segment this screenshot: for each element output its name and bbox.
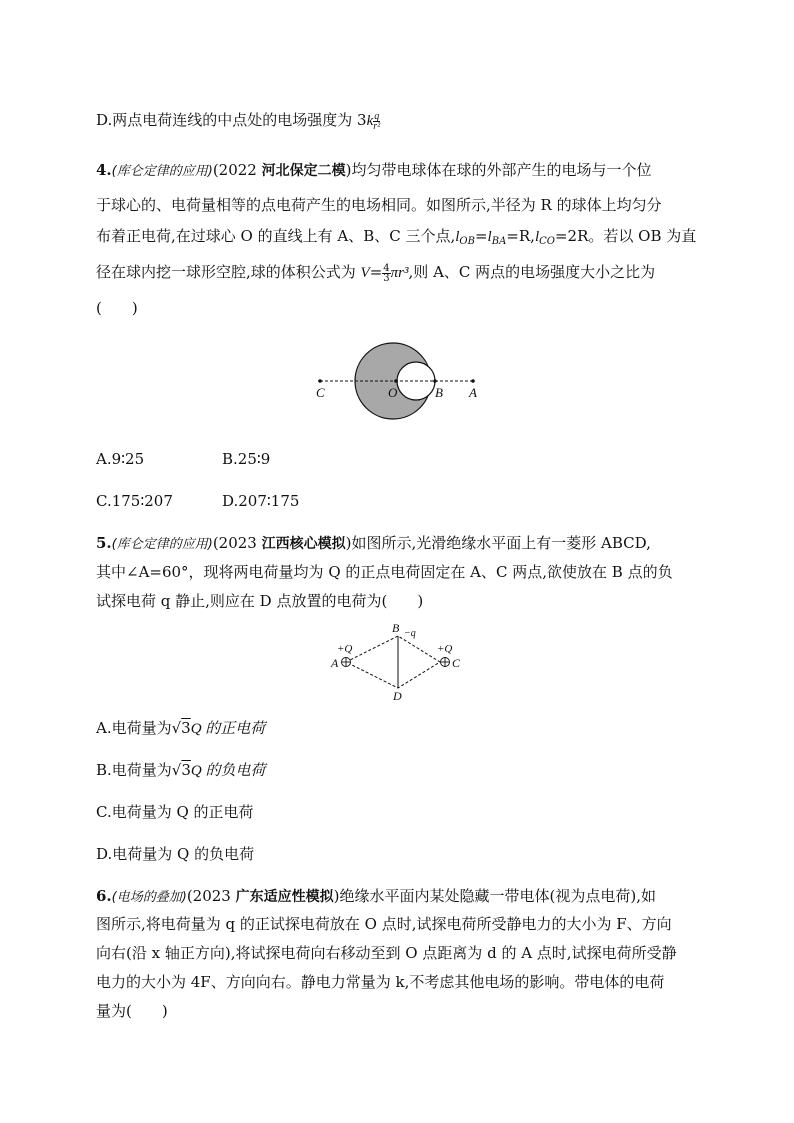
q5-label-b: B xyxy=(392,622,400,635)
q6-line-5: 量为( ) xyxy=(96,1002,168,1020)
q4-answer-paren: ( ) xyxy=(96,299,138,317)
q4-label-o: O xyxy=(388,385,398,400)
q5-rhombus-figure xyxy=(325,622,475,704)
q4-sphere-figure xyxy=(300,335,500,425)
q5-label-a: A xyxy=(331,656,339,670)
q4-label-b: B xyxy=(435,385,443,400)
q4-volume-fraction: $\frac{4}{3}$ xyxy=(383,262,390,284)
q4-option-d: D.207∶175 xyxy=(222,492,300,510)
q5-option-b: B.电荷量为√3Q 的负电荷 xyxy=(96,761,266,779)
q4-option-c: C.175∶207 xyxy=(96,492,173,510)
q4-label-c: C xyxy=(316,385,325,400)
q6-line-4: 电力的大小为 4F、方向向右。静电力常量为 k,不考虑其他电场的影响。带电体的电荷 xyxy=(96,973,665,991)
q5-label-plusq-left: +Q xyxy=(337,643,353,655)
q5-option-d: D.电荷量为 Q 的负电荷 xyxy=(96,845,255,863)
q4-number: 4. xyxy=(96,161,112,179)
q6-line-1: 6.(电场的叠加)(2023 广东适应性模拟)绝缘水平面内某处隐藏一带电体(视为点电荷),如 xyxy=(96,887,656,905)
q5-number: 5. xyxy=(96,534,112,552)
q5-rhombus xyxy=(346,636,440,688)
q5-line-2: 其中∠A=60°，现将两电荷量均为 Q 的正点电荷固定在 A、C 两点,欲使放在 B 点的负 xyxy=(96,563,673,581)
q5-source: 江西核心模拟 xyxy=(261,536,346,552)
q4-source: 河北保定二模 xyxy=(261,163,346,179)
q4-label-a: A xyxy=(469,385,477,400)
q5-line-3: 试探电荷 q 静止,则应在 D 点放置的电荷为( ) xyxy=(96,592,424,610)
sqrt-symbol: √ xyxy=(171,719,182,737)
q4-point-a xyxy=(471,379,475,383)
q4-line-1: 4.(库仑定律的应用)(2022 河北保定二模)均匀带电球体在球的外部产生的电场与一个位 xyxy=(96,161,652,179)
q5-option-a: A.电荷量为√3Q 的正电荷 xyxy=(96,719,266,737)
q4-line-3: 布着正电荷,在过球心 O 的直线上有 A、B、C 三个点$,l_{OB}=l_{BA}=R,l_{CO}=2R$。若以 OB 为直 xyxy=(96,227,697,247)
q6-source: 广东适应性模拟 xyxy=(235,889,334,905)
q6-line-3: 向右(沿 x 轴正方向),将试探电荷向右移动至到 O 点距离为 d 的 A 点时,试探电荷所受静 xyxy=(96,944,677,962)
q3-option-d xyxy=(96,110,706,131)
q4-point-b xyxy=(433,379,437,383)
q6-number: 6. xyxy=(96,887,112,905)
q3-option-d-text: D.两点电荷连线的中点处的电场强度为 3 xyxy=(96,111,367,129)
q4-point-c xyxy=(318,379,322,383)
q3-option-d-fraction: $\frac{q}{\text{r²}}$ xyxy=(373,110,381,132)
q4-option-b: B.25∶9 xyxy=(222,450,271,468)
q4-point-o xyxy=(394,379,398,383)
q5-line-1: 5.(库仑定律的应用)(2023 江西核心模拟)如图所示,光滑绝缘水平面上有一菱形 ABCD, xyxy=(96,534,651,552)
q4-option-a: A.9∶25 xyxy=(96,450,145,468)
q4-line-4: 径在球内挖一球形空腔,球的体积公式为 V= $\frac{4}{3}$ πr³,则 A、C 两点的电场强度大小之比为 xyxy=(96,262,656,284)
q5-label-c: C xyxy=(452,656,461,670)
q4-line-2: 于球心的、电荷量相等的点电荷产生的电场相同。如图所示,半径为 R 的球体上均匀分 xyxy=(96,196,662,214)
q5-label-plusq-right: +Q xyxy=(437,643,453,655)
q5-option-c: C.电荷量为 Q 的正电荷 xyxy=(96,803,254,821)
q6-line-2: 图所示,将电荷量为 q 的正试探电荷放在 O 点时,试探电荷所受静电力的大小为 F、方向 xyxy=(96,915,672,933)
q5-label-d: D xyxy=(393,689,402,703)
q4-tag: (库仑定律的应用) xyxy=(111,164,213,179)
q3-option-d-k: k xyxy=(366,113,374,129)
q5-label-minus-q: −q xyxy=(404,628,416,639)
q5-tag: (库仑定律的应用) xyxy=(111,537,213,552)
sqrt-symbol: √ xyxy=(171,761,182,779)
q6-tag: (电场的叠加) xyxy=(111,890,187,905)
